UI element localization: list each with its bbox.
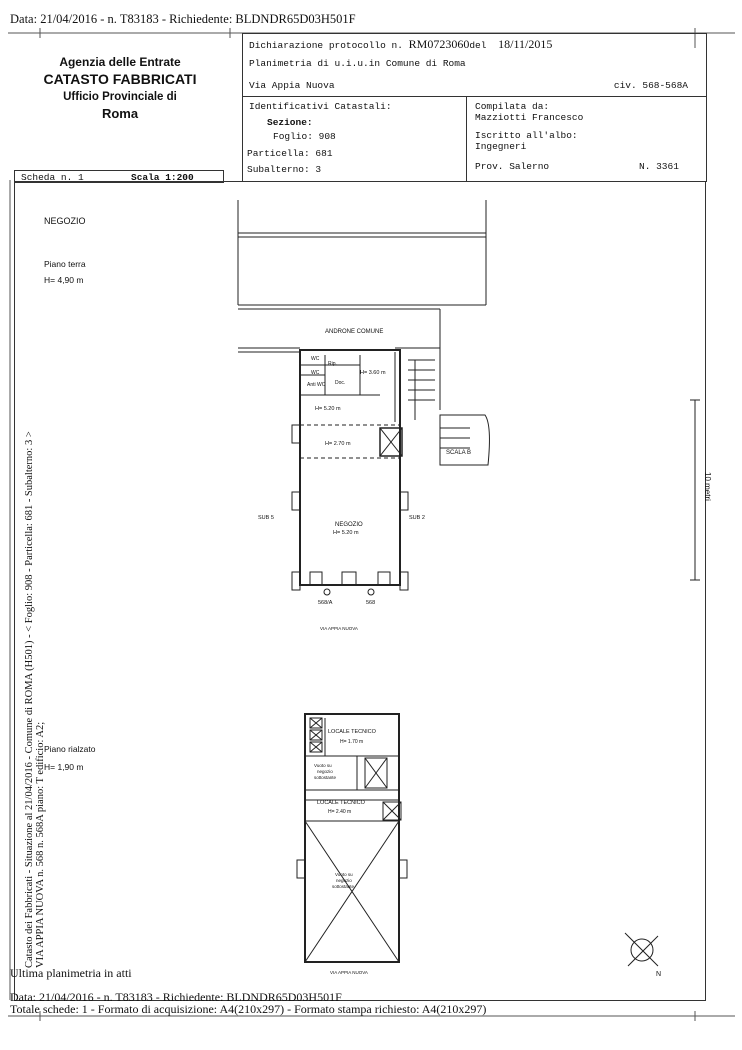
vuoto2-b: negozio xyxy=(336,878,352,883)
vuoto1-c: sottostante xyxy=(314,775,337,780)
albo-number: N. 3361 xyxy=(639,161,679,172)
vuoto1-a: Vuoto su xyxy=(314,763,332,768)
civic-line: civ. 568-568A xyxy=(613,80,688,91)
prov-label: Prov. Salerno xyxy=(475,161,550,172)
civic-568a: 568/A xyxy=(318,600,333,606)
vuoto1-b: negozio xyxy=(317,769,333,774)
vertical-caption-line1: Catasto dei Fabbricati - Situazione al 21/04/2016 - Comune di ROMA (H501) - < Foglio: 908 - Particella: 681 - Subalterno: 3 > xyxy=(24,431,35,968)
subalterno-value: 3 xyxy=(315,164,322,175)
floor2-height: H= 1,90 m xyxy=(44,762,84,772)
vuoto2-c: sottostante xyxy=(332,884,355,889)
antiwc-label: Anti WC xyxy=(307,382,326,388)
albo-value: Ingegneri xyxy=(475,141,527,152)
north-arrow-icon xyxy=(620,928,670,978)
scheda-label: Scheda n. 1 xyxy=(21,172,84,183)
locale2-label: LOCALE TECNICO xyxy=(317,800,365,806)
h520b-label: H= 5.20 m xyxy=(333,530,359,536)
scale-bar-label: 10 metri xyxy=(703,472,712,501)
agency-city: Roma xyxy=(101,106,139,121)
particella-label: Particella: xyxy=(247,148,310,159)
street-label: VIA APPIA NUOVA xyxy=(320,626,358,631)
sub5-label: SUB 5 xyxy=(258,515,274,521)
agency-block xyxy=(20,55,220,121)
street-line: Via Appia Nuova xyxy=(249,80,335,91)
date-label: del xyxy=(469,40,487,51)
subalterno-label: Subalterno: xyxy=(247,164,310,175)
negozio-label: NEGOZIO xyxy=(335,522,363,528)
agency-office: Ufficio Provinciale di xyxy=(63,91,177,103)
category-label: NEGOZIO xyxy=(44,216,86,226)
protocol-label: Dichiarazione protocollo n. xyxy=(249,40,403,51)
floor1-name: Piano terra xyxy=(44,259,86,269)
north-label: N xyxy=(656,971,662,978)
scale-bar xyxy=(685,395,705,585)
header-data-line: Data: 21/04/2016 - n. T83183 - Richiedente: BLDNDR65D03H501F xyxy=(10,12,356,26)
rip-label: Rip. xyxy=(328,361,337,367)
scheda-scale: Scala 1:200 xyxy=(131,172,194,183)
upper-floor-plan xyxy=(295,710,425,970)
identifiers-title: Identificativi Catastali: xyxy=(249,101,392,112)
protocol-number: RM0723060 xyxy=(408,37,470,51)
ground-floor-plan xyxy=(230,200,500,620)
vertical-caption-line2: VIA APPIA NUOVA n. 568 n. 568A piano: T edificio: A2; xyxy=(35,721,46,968)
scala-b-label: SCALA B xyxy=(446,450,472,456)
foglio-value: 908 xyxy=(318,131,336,142)
civic-568: 568 xyxy=(366,600,376,606)
h520a-label: H= 5.20 m xyxy=(315,406,341,412)
floor2-name: Piano rialzato xyxy=(44,744,96,754)
street-label-2: VIA APPIA NUOVA xyxy=(330,970,368,975)
protocol-date: 18/11/2015 xyxy=(498,37,553,51)
footer-data-line: Data: 21/04/2016 - n. T83183 - Richiedente: BLDNDR65D03H501F xyxy=(10,990,342,1004)
particella-value: 681 xyxy=(315,148,333,159)
vertical-caption xyxy=(24,431,46,968)
vuoto2-a: Vuoto su xyxy=(335,872,353,877)
wc2-label: WC xyxy=(311,370,320,376)
footer-formats: Totale schede: 1 - Formato di acquisizione: A4(210x297) - Formato stampa richiesto: A4(210x297) xyxy=(10,1002,487,1016)
agency-name: Agenzia delle Entrate xyxy=(59,55,181,69)
h360-label: H= 3.60 m xyxy=(360,370,386,376)
locale1-height: H= 1.70 m xyxy=(340,739,364,745)
locale1-label: LOCALE TECNICO xyxy=(328,729,376,735)
declaration-box xyxy=(242,33,707,97)
floor1-height: H= 4,90 m xyxy=(44,275,84,285)
compiler-box xyxy=(466,96,707,182)
planimetry-line: Planimetria di u.i.u.in Comune di Roma xyxy=(249,58,466,69)
compiler-title: Compilata da: xyxy=(475,101,550,112)
doc-label: Doc. xyxy=(335,380,346,386)
albo-label: Iscritto all'albo: xyxy=(475,130,578,141)
androne-label: ANDRONE COMUNE xyxy=(325,329,384,335)
agency-cadastre: CATASTO FABBRICATI xyxy=(43,71,197,87)
sezione-label: Sezione: xyxy=(267,117,313,128)
sub2-label: SUB 2 xyxy=(409,515,425,521)
compiler-name: Mazziotti Francesco xyxy=(475,112,584,123)
h270-label: H= 2.70 m xyxy=(325,441,351,447)
locale2-height: H= 2.40 m xyxy=(328,809,352,815)
identifiers-box xyxy=(242,96,467,182)
wc1-label: WC xyxy=(311,356,320,362)
foglio-label: Foglio: xyxy=(273,131,313,142)
last-plan-note: Ultima planimetria in atti xyxy=(10,966,132,980)
